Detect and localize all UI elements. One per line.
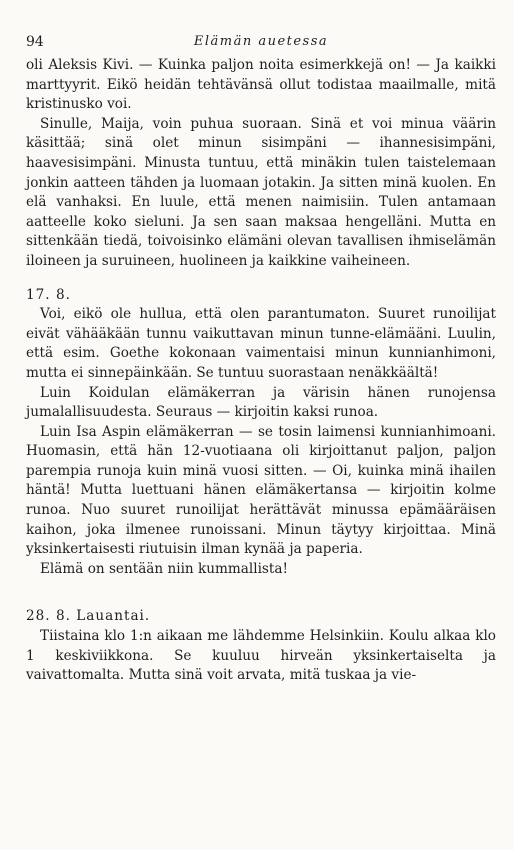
page-number: 94 [26,34,44,50]
book-page [26,34,496,686]
paragraph: oli Aleksis Kivi. — Kuinka paljon noita esimerkkejä on! — Ja kaikki marttyyrit. Eikö heidän tehtävänsä ollut todistaa maailmalle, mitä kristinusko voi. [26,57,496,113]
page-body [26,56,496,686]
diary-date: 28. 8. Lauantai. [26,608,151,625]
paragraph: Voi, eikö ole hullua, että olen parantumaton. Suuret runoilijat eivät vähääkään tunnu vaikuttavan minun tunne-elämääni. Luulin, että esim. Goethe kokonaan vaimentaisi minun kunnianhimoni, mutta ei sinnepäinkään. Se tuntuu suorastaan nenäkkäältä! [26,306,496,381]
paragraph: Luin Isa Aspin elämäkerran — se tosin laimensi kunnianhimoani. Huomasin, että hän 12-vuotiaana oli kirjoittanut paljon, paljon parempia runoja kuin minä vuosi sitten. — Oi, kuinka minä ihailen häntä! Mutta luettuani hänen elämäkertansa — kirjoitin kolme runoa. Nuo suuret runoilijat herättävät minussa epämääräisen kaihon, joka ilmenee runoissani. Minun täytyy kirjoittaa. Minä yksinkertaisesti riutuisin ilman kynää ja paperia. [26,423,496,558]
paragraph: Elämä on sentään niin kummallista! [40,560,288,577]
section-spacer [26,579,496,593]
paragraph: Sinulle, Maija, voin puhua suoraan. Sinä et voi minua väärin käsittää; sinä olet minun sisimpäni — ihannesisimpäni, haavesisimpäni. Minusta tuntuu, että minäkin tulen taistelemaan jonkin aatteen tähden ja luomaan jotakin. Ja sitten minä kuolen. En elä vanhaksi. En luule, että menen naimisiin. Tulen antamaan aatteelle koko sieluni. Ja sen saan maksaa hengelläni. Mutta en sittenkään tiedä, toivoisinko elämäni olevan tavallisen ihmiselämän iloineen ja suruineen, huolineen ja kaikkine vaiheineen. [26,115,496,269]
page-header [26,34,496,56]
paragraph: Tiistaina klo 1:n aikaan me lähdemme Helsinkiin. Koulu alkaa klo 1 keskiviikkona. Se kuuluu hirveän yksinkertaiselta ja vaivattomalta. Mutta sinä voit arvata, mitä tuskaa ja vie- [26,628,496,684]
running-title: Elämän auetessa [193,34,329,49]
paragraph: Luin Koidulan elämäkerran ja värisin hänen runojensa jumalallisuudesta. Seuraus — kirjoitin kaksi runoa. [26,384,496,421]
diary-date: 17. 8. [26,286,71,303]
